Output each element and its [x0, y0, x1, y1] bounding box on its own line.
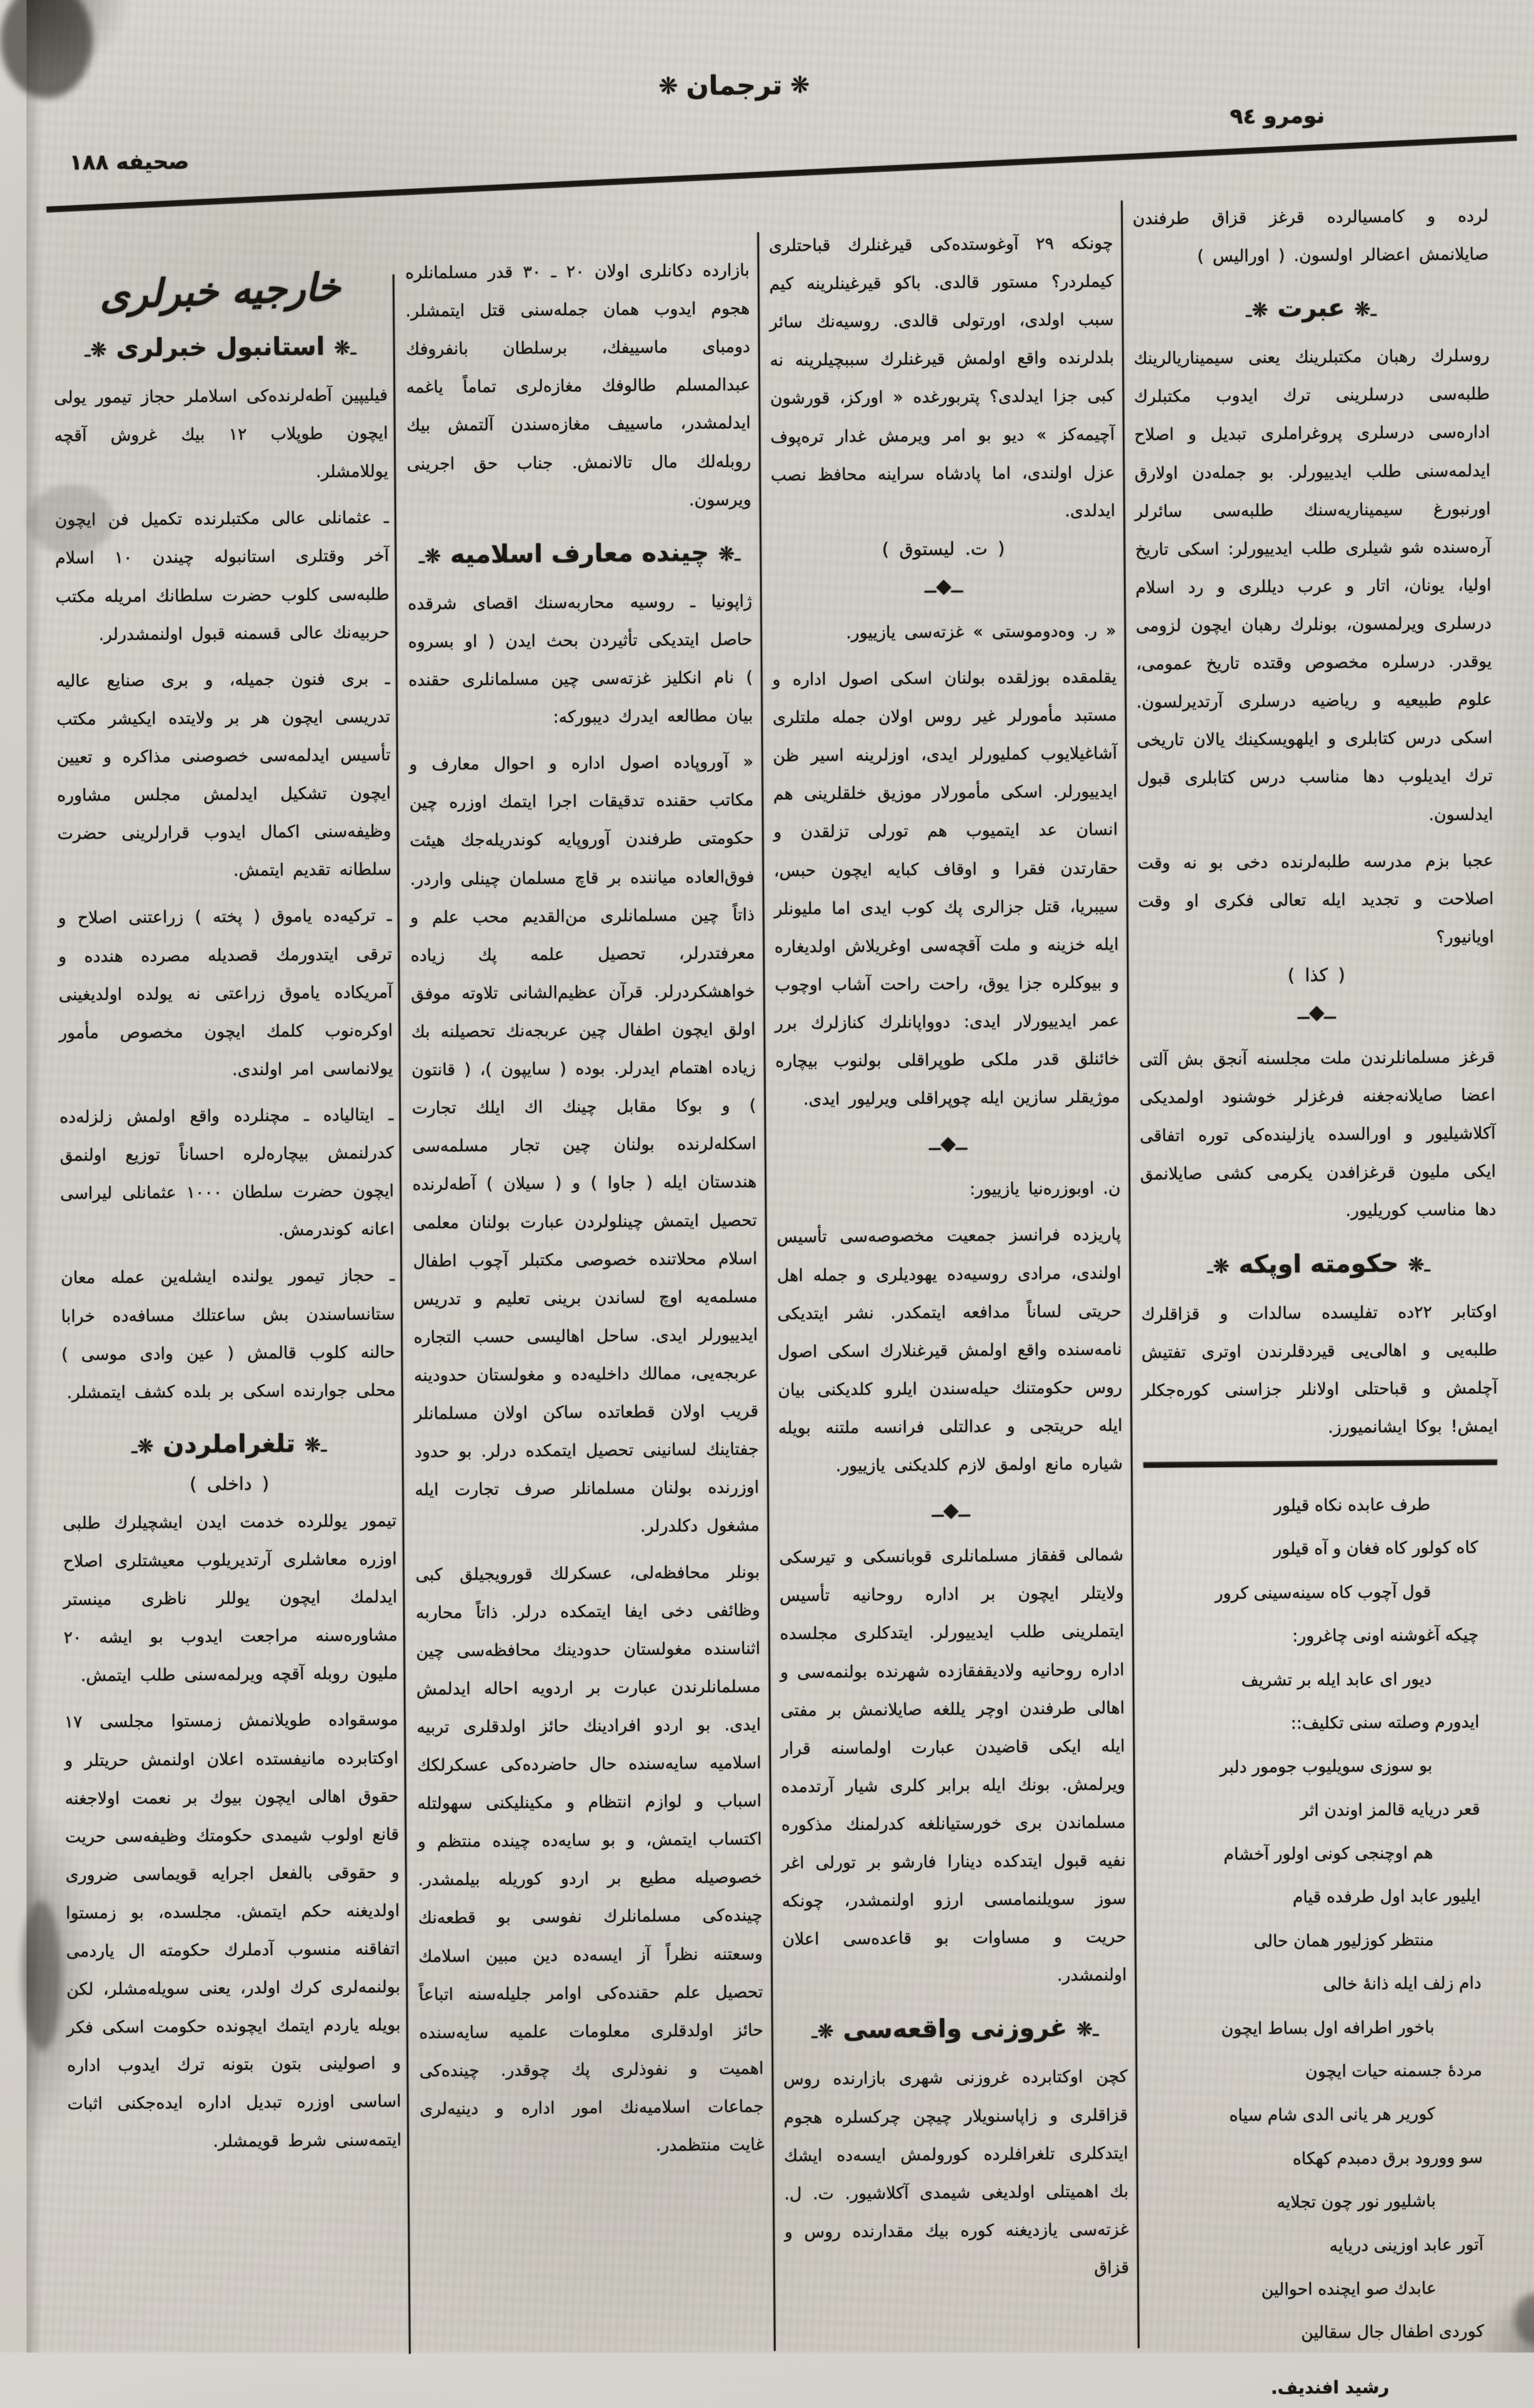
- verse-line: آتور عابد اوزينی دريايه: [1329, 2234, 1484, 2256]
- section-headline: [62, 1428, 396, 1460]
- verse-line: مردهٔ جسمنه حيات ايچون: [1305, 2060, 1483, 2081]
- masthead-ornament-icon: ❋: [658, 73, 679, 100]
- verse-line: ايدورم وصلته سنی تكليف::: [1290, 1711, 1480, 1733]
- ornament-icon: ❋ـ: [418, 545, 441, 568]
- scan-smudge: [0, 0, 93, 99]
- ornament-icon: ❋ـ: [811, 2020, 834, 2044]
- paragraph: موسقواده طويلانمش زمستوا مجلسی ١٧ اوكتابرده مانيفستده اعلان اولنمش حريتلر و حقوق اهالی ايچون بيوك بر نعمت اولاجغنه قانع اولوب شيمدی حكومتك وظيفه‌سی حريت و حقوقی بالفعل اجرايه قويماسی ضروری اولديغنه حكم ايتمش. مجلسده، بو زمستوا اتفاقنه منسوب آدملرك حكومته ال ياردمی بولنمه‌لری كرك اولدر، يعنی سويله‌مشلر، لكن بويله ياردم ايتمك ايچونده حكومت اسكی فكر و اصولينی بتون بتونه ترك ايدوب اداره اساسی اوزره تبديل اداره ايده‌جكنی اثبات ايتمه‌سنی شرط قويمشلر.: [64, 1709, 402, 2151]
- section-title: چينده معارف اسلاميه: [450, 538, 709, 570]
- column-foreign-news: [53, 264, 403, 2351]
- parenthetical-note: ( ت. ليستوق ): [881, 538, 1005, 560]
- page-number-label: صحيفه ١٨٨: [69, 148, 189, 175]
- scan-smudge: [21, 1900, 62, 2051]
- paragraph: تيمور يوللرده خدمت ايدن ايشچيلرك طلبی اوزره معاشلری آرتديريلوب معيشتلری اصلاح ايدلمك ايچون يوللر ناظری مينستر مشاوره‌سنه مراجعت ايدوب بو ايشه ٢٠ مليون روبله آقچه ويرلمه‌سنی طلب ايتمش.: [62, 1510, 398, 1685]
- verse-line: قول آچوب كاه سينه‌سينی كرور: [1215, 1581, 1431, 1603]
- verse-line: منتظر كوزليور همان حالی: [1253, 1930, 1434, 1951]
- ornament-icon: ـ❋: [1076, 2018, 1099, 2042]
- paragraph: ـ ايتالياده ـ مچنلرده واقع اولمش زلزله‌ده كدرلنمش بيچاره‌لره احساناً توزيع اولنمق ايچون حضرت سلطان ١٠٠٠ عثمانلی ليراسی اعانه كوندرمش.: [59, 1104, 394, 1240]
- paragraph: ژاپونيا ـ روسيه محاربه‌سنك اقصای شرقده حاصل ايتديكی تأثيردن بحث ايدن ( او بسروه ) نام انكليز غزته‌سی چين مسلمانلری حقنده بيان مطالعه ايدرك ديبوركه:: [408, 591, 753, 727]
- paragraph: ـ عثمانلی عالی مكتبلرنده تكميل فن ايچون آخر وقتلری استانبوله چيندن ١٠ اسلام طلبه‌سی كلوب حضرت سلطانك امريله مكتب حربيه‌نك عالی قسمنه قبول اولنمشدرلر.: [54, 507, 390, 644]
- diamond-separator-icon: ــ◆ــ: [932, 1498, 970, 1523]
- section-title: حكومته اوپكه: [1238, 1249, 1399, 1279]
- diamond-separator-icon: ــ◆ــ: [1297, 1000, 1336, 1024]
- section-title: تلغراملردن: [162, 1429, 296, 1460]
- ornament-icon: ـ❋: [1408, 1253, 1431, 1276]
- scan-smudge: [1514, 2292, 1534, 2345]
- masthead-title: ترجمان: [686, 69, 783, 102]
- section-title: عبرت: [1277, 293, 1345, 323]
- verse-line: عابدك صو ايچنده احوالين: [1261, 2278, 1437, 2299]
- column-ibret-poem: [1132, 188, 1505, 2399]
- paragraph: لرده و كامسيالرده قرغز قزاق طرفندن صايلانمش اعضالر اولسون. ( اوراليس ): [1132, 206, 1489, 266]
- newspaper-page: [17, 0, 1534, 2399]
- verse-line: كاه كولور كاه فغان و آه قيلور: [1273, 1537, 1479, 1559]
- verse-line: كورير هر يانی الدی شام سياه: [1229, 2104, 1435, 2126]
- paragraph: ن. اوبوزره‌نيا يازييور:: [969, 1178, 1121, 1199]
- paragraph: يقلمقده بوزلقده بولنان اسكی اصول اداره و مستبد مأمورلر غير روس اولان جمله ملتلری آشاغيلايوب كمليورلر ايدی، اوزلرينه اسير ظن ايدييورلر. اسكی مأمورلار موزيق خلقلرينی هم انسان عد ايتميوب هم تورلی تزلقدن و حقارتدن فقرا و اوقاف كبايه ايچون حبس، سيبريا، قتل جزالری پك كوب ايدی اما مليونلر ايله خزينه و ملت آقچه‌سی اوغريلاش اولديغاره و بيوكلره جزا يوق، راحت راحت آشاب اوچوب عمر ايدييورلار ايدی: دوواپانلرك كنازلرك برر خائنلق قدر ملكی طوپراقلی بولنوب بيچاره موژيقلر سازين ايله چوپراقلی ويرليور ايدی.: [772, 667, 1120, 1109]
- paragraph: چونكه ٢٩ آوغوستده‌كی قيرغنلرك قباحتلری كيملردر؟ مستور قالدی. باكو قيرغينلرينه كيم سبب اولدی، اورتولی قالدی. روسيه‌نك سائر بلدلرنده واقع اولمش قيرغنلرك سببچيلرينه نه كبی جزا ايدلدی؟ پتربورغده « اوركز، قورشون آچيمه‌كز » ديو بو امر ويرمش غدار تره‌پوف عزل اولندی، اما پادشاه سراينه محافظ نصب ايدلدی.: [769, 233, 1116, 520]
- masthead-ornament-icon: ❋: [790, 72, 810, 99]
- parenthetical-note: ( داخلی ): [189, 1473, 270, 1495]
- foreign-news-headline: خارجيه خبرلری: [99, 265, 341, 318]
- paragraph: « ر. وه‌دوموستی » غزته‌سی يازييور.: [846, 620, 1116, 642]
- paragraph: عجبا بزم مدرسه طلبه‌لرنده دخی بو نه وقت اصلاحت و تجديد ايله تعالی فكری او وقت اويانيور؟: [1137, 850, 1494, 947]
- section-headline: [783, 2014, 1127, 2045]
- ornament-icon: ـ❋: [304, 1434, 327, 1457]
- paragraph: اوكتابر ٢٢ده تفليسده سالدات و قزاقلرك طلبه‌يی و اهالی‌يی قيردقلرندن اوتری تفتيش آچلمش و قباحتلی اولانلر جزاسنی كوره‌جكلر ايمش! بوكا ايشانميورز.: [1141, 1301, 1498, 1437]
- paragraph: پاريزده فرانسز جمعيت مخصوصه‌سی تأسيس اولندی، مرادی روسيه‌ده يهوديلری و جمله اهل حريتی لساناً مدافعه ايتمكدر. نشر ايتديكی نامه‌سنده واقع اولمش قيرغنلارك اسكی اصول روس حكومتنك حيله‌سندن ايلرو كلديكنی بيان ايله حريتجی و عدالتلی فرانسه ملتنه بويله شياره مانع اولمق لازم كلديكنی يازييور.: [776, 1224, 1123, 1476]
- section-title: استانبول خبرلری: [116, 332, 325, 363]
- diamond-separator-icon: ــ◆ــ: [924, 574, 963, 598]
- verse-line: باشليور نور چون تجلايه: [1276, 2191, 1436, 2212]
- paragraph: ـ حجاز تيمور يولنده ايشله‌ين عمله معان ستانساسندن بش ساعتلك مسافه‌ده خرابا حالنه كلوب قالمش ( عين وادی موسی ) محلی جوارنده اسكی بر بلده كشف ايتمشلر.: [61, 1265, 396, 1402]
- paragraph: روسلرك رهبان مكتبلرينك يعنی سيميناريالرينك طلبه‌سی درسلرينی ترك ايدوب مكتبلرك اداره‌سی درسلری پروغراملری تبديل و اصلاح ايدلمه‌سنی طلب ايدييورلر. بو جمله‌دن اولارق اورنبورغ سيميناريه‌سنك طلبه‌سی سائرلر آره‌سنده شو شيلری طلب ايدييورلر: اسكی تاريخ اوليا، يونان، اتار و عرب ديللری و رد اسلام درسلری ويرلمسون، بونلرك رهبان ايچون لزومی يوقدر. درسلره مخصوص وقتده تاريخ عمومی، علوم طبيعيه و رياضيه درسلری آرتديرلسون. اسكی درس كتابلری و ايلهويسكينك يالان تاريخی ترك ايديلوب دها مناسب درس كتابلری قبول ايدلسون.: [1133, 345, 1494, 824]
- ornament-icon: ❋ـ: [84, 338, 107, 362]
- verse-line: سو وورود برق دمبدم كهكاه: [1292, 2147, 1483, 2168]
- paragraph: قرغز مسلمانلرندن ملت مجلسنه آنجق بش آلتی اعضا صايلانه‌جغنه فرغزلر خوشنود اولمديكی آكلاشيليور و اورالسده يازلينده‌كی توره اتفاقی ايكی مليون قرغزافدن يكرمی كشی صايلانمق دها مناسب كوريليور.: [1139, 1047, 1496, 1220]
- diamond-separator-icon: ــ◆ــ: [929, 1132, 967, 1156]
- section-title: غروزنی واقعه‌سی: [843, 2014, 1067, 2045]
- masthead: [607, 69, 861, 102]
- verse-line: دام زلف ايله ذانۀ خالی: [1323, 1972, 1482, 1994]
- verse-line: كوردی اطفال جال سقالين: [1301, 2321, 1484, 2343]
- section-headline: [1141, 1248, 1496, 1280]
- verse-line: قعر دريايه قالمز اوندن اثر: [1300, 1799, 1480, 1820]
- verse-line: طرف عابده نكاه قيلور: [1274, 1494, 1431, 1516]
- paragraph: فيليپين آطه‌لرنده‌كی اسلاملر حجاز تيمور يولی ايچون طوپلاب ١٢ بيك غروش آقچه يوللامشلر.: [54, 385, 389, 482]
- verse-line: هم اوچنجی كونی اولور آخشام: [1223, 1843, 1434, 1864]
- poem: [1142, 1482, 1505, 2356]
- ornament-icon: ـ❋: [1354, 298, 1377, 322]
- paragraph: شمالی قفقاز مسلمانلری قوبانسكی و تيرسكی ولايتلر ايچون بر اداره روحانيه تأسيس ايتملرينی طلب ايدييورلر. ايتدكلری مجلسده اداره روحانيه ولاديقفقازده شهرنده بولنمه‌سی و اهالی طرفندن اوچر يللغه صايلانمش بر مفتی ايله ايكی قاضيدن عبارت اولماسنه قرار ويرلمش. بونك ايله برابر كلری شيار آرتدمده مسلماندن بری خورستيانلغه كدرلمنك مذكوره نفيه قبول ايتدكده دينارا فارشو بر تورلی اغر سوز سويلنمامسی ارزو اولنمشدر، چونكه حريت و مساوات بو قاعده‌سی اعلان اولنمشدر.: [779, 1544, 1127, 1985]
- column-china-education: [405, 243, 766, 2349]
- ornament-icon: ❋ـ: [1246, 299, 1268, 322]
- section-headline: [1133, 293, 1489, 325]
- paragraph: ـ تركيه‌ده ياموق ( پخته ) زراعتنی اصلاح و ترقی ايتدورمك قصديله مصرده هندده و آمريكاده ياموق زراعتی نه يولده اولديغينی اوكره‌نوب كلمك ايچون مخصوص مأمور يولانماسی امر اولندی.: [58, 905, 393, 1080]
- author-signature: رشيد افنديف.: [1271, 2377, 1390, 2399]
- paragraph: بازارده دكانلری اولان ٢٠ ـ ٣٠ قدر مسلمانلره هجوم ايدوب همان جمله‌سنی قتل ايتمشلر. دومبای ماسييفك، برسلطان بانفروفك عبدالمسلم طالوفك مغازه‌لری تماماً ياغمه ايدلمشدر، ماسييف مغازه‌سندن آلتمش بيك روبله‌لك مال تالانمش. جناب حق اجرينی ويرسون.: [405, 260, 751, 509]
- ornament-icon: ـ❋: [334, 336, 356, 360]
- column-russia-news: [769, 215, 1130, 2346]
- verse-line: ديور ای عابد ايله بر تشريف: [1241, 1668, 1432, 1690]
- paragraph: كچن اوكتابرده غروزنی شهری بازارنده روس قزاقلری و زاپاسنويلار چيچن چركسلره هجوم ايتدكلری تلغرافلرده كورولمش ايسه‌ده ايشك بك اهميتلی اولديغی شيمدی آكلاشيور. ت. ل. غزته‌سی يازديغنه كوره بيك مقدارنده روس و قزاق: [783, 2066, 1129, 2277]
- ornament-icon: ـ❋: [718, 542, 741, 566]
- verse-line: چيكه آغوشنه اونی چاغرور:: [1292, 1624, 1479, 1646]
- verse-line: ايليور عابد اول طرفده قيام: [1293, 1885, 1481, 1907]
- issue-number-label: نومرو ٩٤: [1230, 103, 1325, 129]
- section-headline: [407, 538, 751, 570]
- section-headline: [54, 332, 388, 363]
- paragraph: ـ بری فنون جميله، و بری صنايع عاليه تدريسی ايچون هر بر ولايتده ايكيشر مكتب تأسيس ايدلمه‌سی خصوصنی مذاكره و تعيين ايچون تشكيل ايدلمش مجلس مشاوره وظيفه‌سنی اكمال ايدوب قرارلرينی حضرت سلطانه تقديم ايتمش.: [56, 668, 392, 880]
- parenthetical-note: ( كذا ): [1287, 965, 1346, 987]
- paragraph: « آوروپاده اصول اداره و احوال معارف و مكاتب حقنده تدقيقات اجرا ايتمك اوزره چين حكومتی طرفندن آوروپايه كوندريله‌جك هيئت فوق‌العاده مياننده بر قاچ مسلمان چينلی واردر. ذاتاً چين مسلمانلری من‌القديم محب علم و معرفتدرلر، تحصيل علمه پك زياده خواهشكردرلر. قرآن عظيم‌الشانی تلاوته موفق اولق ايچون اطفال چين عربجه‌نك تحصيلنه بك زياده اهتمام ايدرلر. بوده ( سايپون )، ( قانتون ) و بوكا مقابل چينك اك ايلك تجارت اسكله‌لرنده بولنان چين تجار مسلمه‌سی هندستان ايله ( جاوا ) و ( سيلان ) آطه‌لرنده تحصيل ايتمش چينلولردن عبارت بولنان معلمی اسلام محلاتنده خصوصی مكتبلر آچوب اطفال مسلمه‌يه اوچ لساندن برينی تعليم و تدريس ايدييورلر ايدی. ساحل اهاليسی حسب التجاره عربجه‌يی، ممالك داخليه‌ده و مغولستان حدودينه قريب اولان قطعاتده ساكن اولان مسلمانلر جفتاينك لسانينی تحصيل ايتمكده درلر. بو حدود اوزرنده بولنان مسلمانلر صرف تجارت ايله مشغول دكلدرلر.: [409, 751, 759, 1536]
- verse-line: بو سوزی سويليوب جومور دلبر: [1220, 1755, 1433, 1777]
- ornament-icon: ❋ـ: [1207, 1255, 1230, 1278]
- ornament-icon: ❋ـ: [131, 1435, 154, 1458]
- paragraph: بونلر محافظه‌لی، عسكرلك قورويجيلق كبی وظائفی دخی ايفا ايتمكده درلر. ذاتاً محاربه اثناسنده مغولستان حدودينك محافظه‌سی چين مسلمانلرندن عبارت بر اردويه احاله ايدلمش ايدی. بو اردو افرادينك حائز اولدقلری تربيه اسلاميه سايه‌سنده حال حاضرده‌كی عسكرلكك اسباب و لوازم انتظام و مكينليكنی سهولتله اكتساب ايتمش، و بو سايه‌ده چينده منتظم و خصوصيله مطيع بر اردو كوريله بيلمشدر. چينده‌كی مسلمانلرك نفوسی بو قطعه‌نك وسعتنه نظراً آز ايسه‌ده دين مبين اسلامك تحصيل علم حقنده‌كی اوامر جليله‌سنه اتباعاً حائز اولدقلری معلومات علميه سايه‌سنده اهميت و نفوذلری پك چوقدر. چينده‌كی جماعات اسلاميه‌نك امور اداره و دينيه‌لری غايت منتظمدر.: [415, 1561, 765, 2155]
- verse-line: باخور اطرافه اول بساط ايچون: [1221, 2016, 1435, 2038]
- divider-rule: [1144, 1460, 1497, 1468]
